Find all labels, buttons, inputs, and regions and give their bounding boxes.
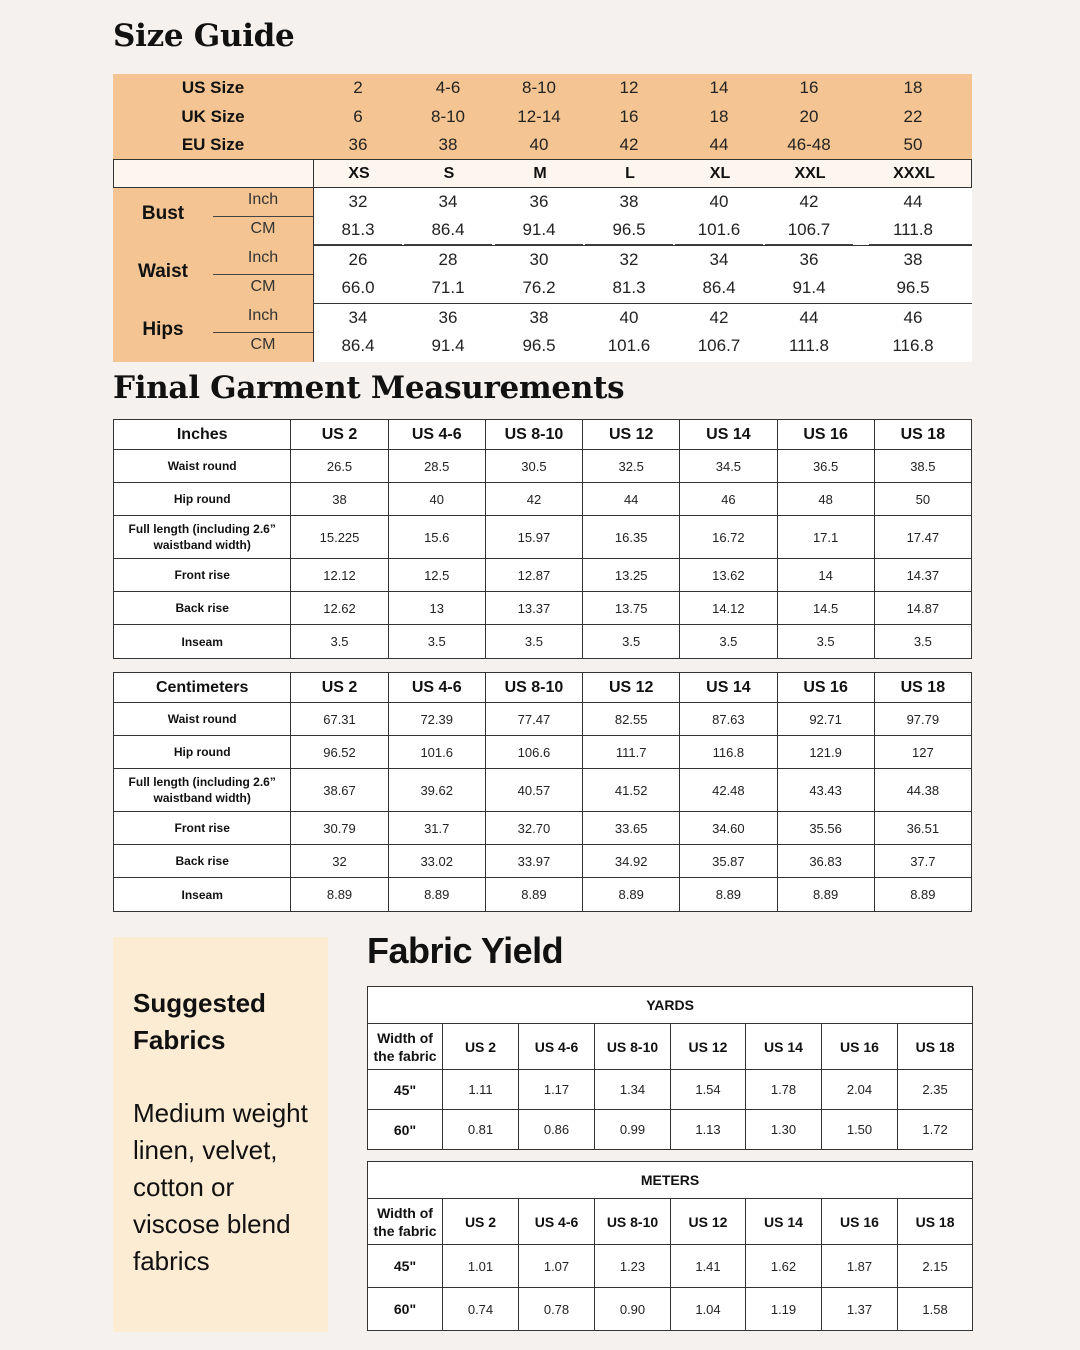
inch-value: 42 [709,308,729,327]
measurement-value: 26.5 [291,450,388,483]
measurement-name: Bust [141,203,185,224]
measurement-value: 33.97 [485,845,582,878]
row-label: Front rise [114,559,291,592]
yield-value: 1.19 [746,1288,822,1331]
size-conversion-cell: 18 [709,106,729,126]
measurement-value: 15.97 [485,516,582,559]
table-row [114,703,972,736]
letter-size-cell: XL [709,165,731,182]
measurement-value: 40.57 [485,769,582,812]
inch-value: 32 [348,192,368,211]
size-header: US 16 [777,673,874,703]
size-header: US 12 [671,1024,746,1070]
measurement-value: 3.5 [388,625,485,659]
measurement-value: 3.5 [291,625,388,659]
letter-size-cell: M [533,165,547,182]
yield-value: 1.04 [671,1288,746,1331]
row-label: Front rise [114,812,291,845]
size-header: US 8-10 [485,673,582,703]
suggested-fabrics-card [113,937,328,1332]
cm-value: 66.0 [341,278,375,297]
cm-value: 71.1 [431,278,465,297]
yield-value: 1.13 [671,1110,746,1150]
unit-label: CM [250,336,276,353]
measurement-value: 42 [485,483,582,516]
measurement-value: 12.87 [485,559,582,592]
header-row [368,1199,973,1245]
suggested-fabrics-text: Medium weight linen, velvet, cotton or viscose blend fabrics [133,1098,308,1276]
cm-value: 86.4 [341,336,375,355]
row-label: Hip round [114,736,291,769]
measurement-value: 32 [291,845,388,878]
size-system-label: UK Size [181,106,245,126]
yield-value: 0.86 [519,1110,595,1150]
table-row [114,450,972,483]
table-row [114,812,972,845]
fabric-width: 60" [368,1288,443,1331]
cm-value: 116.8 [892,336,934,355]
size-conversion-cell: 50 [903,135,923,154]
inch-value: 32 [619,250,639,269]
table-row [114,845,972,878]
size-header: US 14 [680,673,777,703]
caption-row [368,1162,973,1199]
inch-value: 34 [709,250,729,269]
measurement-value: 14.5 [777,592,874,625]
yield-value: 0.90 [595,1288,671,1331]
measurement-value: 36.5 [777,450,874,483]
measurement-value: 41.52 [583,769,680,812]
body-measurements-table [113,188,972,362]
table-row [114,592,972,625]
table-row [114,878,972,912]
size-conversion-cell: 20 [799,106,819,126]
size-header: US 18 [874,420,971,450]
size-header: US 4-6 [388,673,485,703]
size-header: US 16 [777,420,874,450]
size-header: US 4-6 [388,420,485,450]
yield-value: 1.30 [746,1110,822,1150]
size-conversion-header [113,74,972,159]
measurement-value: 14.87 [874,592,971,625]
measurement-value: 13.25 [583,559,680,592]
size-header: US 2 [291,673,388,703]
measurement-value: 8.89 [583,878,680,912]
cm-value: 86.4 [431,220,465,239]
size-header: US 8-10 [595,1024,671,1070]
inch-value: 28 [438,250,458,269]
cm-value: 106.7 [787,220,831,239]
size-header: US 18 [898,1199,973,1245]
measurement-value: 15.225 [291,516,388,559]
table-row [114,625,972,659]
width-header: Width of the fabric [368,1024,443,1070]
size-header: US 8-10 [485,420,582,450]
measurement-value: 3.5 [777,625,874,659]
yield-value: 1.23 [595,1245,671,1288]
yield-value: 2.15 [898,1245,973,1288]
measurement-value: 38.5 [874,450,971,483]
row-label: Inseam [114,625,291,659]
yield-value: 0.99 [595,1110,671,1150]
cm-value: 111.8 [788,336,830,355]
cm-value: 91.4 [792,278,826,297]
centimeters-table [113,672,972,912]
size-header: US 2 [291,420,388,450]
row-label: Back rise [114,592,291,625]
measurement-value: 14.37 [874,559,971,592]
fabric-yield-title: Fabric Yield [367,930,564,971]
measurement-value: 17.47 [874,516,971,559]
measurement-value: 14 [777,559,874,592]
yield-value: 1.78 [746,1070,822,1110]
inches-table [113,419,972,659]
unit-header: Centimeters [114,673,291,703]
yield-value: 0.81 [443,1110,519,1150]
size-header: US 14 [680,420,777,450]
row-label: Full length (including 2.6” waistband width) [114,769,291,812]
measurement-value: 97.79 [874,703,971,736]
inch-value: 34 [438,192,458,211]
measurement-value: 50 [874,483,971,516]
cm-value: 76.2 [522,278,556,297]
cm-value: 96.5 [522,336,556,355]
unit-caption: YARDS [368,987,973,1024]
size-conversion-cell: 16 [619,106,639,126]
row-label: Back rise [114,845,291,878]
inch-value: 30 [529,250,549,269]
measurement-value: 31.7 [388,812,485,845]
measurement-value: 82.55 [583,703,680,736]
unit-label: CM [250,220,276,237]
unit-label: Inch [247,249,279,266]
measurement-value: 13.75 [583,592,680,625]
yield-value: 1.01 [443,1245,519,1288]
measurement-value: 43.43 [777,769,874,812]
letter-size-cell: XXL [794,165,826,182]
yield-value: 0.78 [519,1288,595,1331]
fabric-width: 60" [368,1110,443,1150]
size-conversion-cell: 8-10 [430,106,466,126]
size-header: US 2 [443,1024,519,1070]
measurement-value: 13 [388,592,485,625]
row-label: Waist round [114,703,291,736]
yield-value: 1.50 [822,1110,898,1150]
inch-value: 26 [348,250,368,269]
table-row [368,1070,973,1110]
inch-value: 42 [799,192,819,211]
table-row [114,483,972,516]
measurement-name: Waist [138,261,188,282]
row-label: Inseam [114,878,291,912]
inch-value: 34 [348,308,368,327]
inch-value: 36 [438,308,458,327]
measurement-value: 44 [583,483,680,516]
unit-label: CM [250,278,276,295]
meters-table [367,1161,973,1331]
cm-value: 106.7 [697,336,741,355]
size-header: US 12 [583,673,680,703]
measurement-value: 48 [777,483,874,516]
size-header: US 16 [822,1199,898,1245]
measurement-value: 92.71 [777,703,874,736]
measurement-value: 35.87 [680,845,777,878]
inch-value: 44 [799,308,819,327]
measurement-value: 72.39 [388,703,485,736]
size-conversion-cell: 44 [709,135,729,154]
size-header: US 4-6 [519,1199,595,1245]
width-header: Width of the fabric [368,1199,443,1245]
letter-size-cell: L [625,165,635,182]
fabric-width: 45" [368,1070,443,1110]
unit-label: Inch [247,191,279,208]
size-conversion-cell: 14 [709,78,729,97]
size-header: US 4-6 [519,1024,595,1070]
size-header: US 8-10 [595,1199,671,1245]
unit-caption: METERS [368,1162,973,1199]
cm-value: 101.6 [697,220,741,239]
measurement-value: 40 [388,483,485,516]
measurement-value: 8.89 [485,878,582,912]
size-conversion-cell: 18 [903,78,923,97]
measurement-value: 33.65 [583,812,680,845]
yield-value: 1.87 [822,1245,898,1288]
cm-value: 81.3 [612,278,646,297]
measurement-value: 121.9 [777,736,874,769]
letter-size-row [113,159,972,188]
row-label: Hip round [114,483,291,516]
unit-divider [213,332,313,333]
measurement-value: 16.72 [680,516,777,559]
measurement-value: 28.5 [388,450,485,483]
size-conversion-cell: 12-14 [517,106,561,126]
table-row [114,516,972,559]
measurement-value: 30.5 [485,450,582,483]
size-conversion-cell: 2 [353,78,363,97]
measurement-value: 67.31 [291,703,388,736]
row-label: Full length (including 2.6” waistband width) [114,516,291,559]
cm-value: 96.5 [896,278,930,297]
header-row [114,673,972,703]
size-conversion-cell: 4-6 [435,78,461,97]
measurement-value: 101.6 [388,736,485,769]
yield-value: 2.04 [822,1070,898,1110]
unit-label: Inch [247,307,279,324]
inch-value: 38 [529,308,549,327]
measurement-value: 33.02 [388,845,485,878]
size-conversion-cell: 40 [529,135,549,154]
cm-value: 111.8 [892,220,934,239]
cm-value: 86.4 [702,278,736,297]
size-guide-title: Size Guide [113,18,295,54]
measurement-value: 3.5 [485,625,582,659]
size-system-label: US Size [181,78,245,97]
measurement-value: 36.83 [777,845,874,878]
size-conversion-cell: 22 [903,106,923,126]
measurement-value: 16.35 [583,516,680,559]
letter-size-cell: S [443,165,455,182]
inch-value: 36 [529,192,549,211]
measurement-value: 30.79 [291,812,388,845]
measurement-value: 42.48 [680,769,777,812]
measurement-value: 12.12 [291,559,388,592]
size-header: US 12 [671,1199,746,1245]
size-header: US 16 [822,1024,898,1070]
size-header: US 2 [443,1199,519,1245]
yield-value: 1.11 [443,1070,519,1110]
measurement-value: 15.6 [388,516,485,559]
measurement-value: 12.5 [388,559,485,592]
measurement-value: 8.89 [777,878,874,912]
measurement-value: 13.62 [680,559,777,592]
measurement-value: 34.5 [680,450,777,483]
measurement-value: 32.70 [485,812,582,845]
measurement-value: 87.63 [680,703,777,736]
size-conversion-cell: 46-48 [787,135,831,154]
measurement-value: 111.7 [583,736,680,769]
inch-value: 44 [903,192,923,211]
size-conversion-cell: 16 [799,78,819,97]
measurement-value: 77.47 [485,703,582,736]
row-label: Waist round [114,450,291,483]
measurement-value: 3.5 [583,625,680,659]
yield-value: 1.07 [519,1245,595,1288]
cm-value: 91.4 [522,220,556,239]
yield-value: 2.35 [898,1070,973,1110]
inch-value: 40 [619,308,639,327]
measurement-value: 35.56 [777,812,874,845]
letter-size-cell: XS [348,165,370,182]
measurement-value: 36.51 [874,812,971,845]
yield-value: 0.74 [443,1288,519,1331]
measurement-value: 3.5 [680,625,777,659]
size-conversion-cell: 6 [353,106,363,126]
letter-size-cell: XXXL [893,165,935,182]
measurement-value: 127 [874,736,971,769]
size-header: US 18 [898,1024,973,1070]
measurement-value: 39.62 [388,769,485,812]
yield-value: 1.54 [671,1070,746,1110]
inch-value: 36 [799,250,819,269]
cm-value: 91.4 [431,336,465,355]
final-measurements-title: Final Garment Measurements [113,370,625,406]
size-header: US 12 [583,420,680,450]
measurement-value: 34.92 [583,845,680,878]
measurement-value: 106.6 [485,736,582,769]
yield-value: 1.62 [746,1245,822,1288]
unit-divider [213,274,313,275]
size-conversion-cell: 8-10 [521,78,557,97]
measurement-value: 3.5 [874,625,971,659]
table-row [114,736,972,769]
measurement-value: 8.89 [388,878,485,912]
yield-value: 1.72 [898,1110,973,1150]
size-header: US 14 [746,1024,822,1070]
measurement-value: 8.89 [680,878,777,912]
measurement-value: 37.7 [874,845,971,878]
inch-value: 40 [709,192,729,211]
cm-value: 96.5 [612,220,646,239]
yield-value: 1.34 [595,1070,671,1110]
cm-value: 101.6 [607,336,651,355]
measurement-value: 32.5 [583,450,680,483]
caption-row [368,987,973,1024]
size-header: US 18 [874,673,971,703]
yield-value: 1.37 [822,1288,898,1331]
measurement-value: 46 [680,483,777,516]
measurement-name: Hips [142,319,184,340]
suggested-fabrics-title: Suggested Fabrics [133,988,266,1055]
size-system-label: EU Size [181,135,245,154]
size-conversion-cell: 38 [438,135,458,154]
table-row [368,1110,973,1150]
size-conversion-cell: 42 [619,135,639,154]
fabric-width: 45" [368,1245,443,1288]
yield-value: 1.41 [671,1245,746,1288]
size-conversion-cell: 36 [348,135,368,154]
size-header: US 14 [746,1199,822,1245]
yield-value: 1.17 [519,1070,595,1110]
measurement-value: 44.38 [874,769,971,812]
measurement-value: 38.67 [291,769,388,812]
table-row [114,769,972,812]
inch-value: 38 [619,192,639,211]
inch-value: 38 [903,250,923,269]
measurement-value: 116.8 [680,736,777,769]
yield-value: 1.58 [898,1288,973,1331]
table-row [368,1245,973,1288]
header-row [368,1024,973,1070]
inch-value: 46 [903,308,923,327]
measurement-value: 13.37 [485,592,582,625]
measurement-value: 8.89 [291,878,388,912]
unit-header: Inches [114,420,291,450]
measurement-value: 8.89 [874,878,971,912]
size-conversion-cell: 12 [619,78,639,97]
measurement-value: 38 [291,483,388,516]
header-row [114,420,972,450]
measurement-value: 96.52 [291,736,388,769]
table-row [368,1288,973,1331]
cm-value: 81.3 [341,220,375,239]
measurement-value: 17.1 [777,516,874,559]
measurement-value: 12.62 [291,592,388,625]
unit-divider [213,216,313,217]
table-row [114,559,972,592]
measurement-value: 34.60 [680,812,777,845]
measurement-value: 14.12 [680,592,777,625]
yards-table [367,986,973,1150]
